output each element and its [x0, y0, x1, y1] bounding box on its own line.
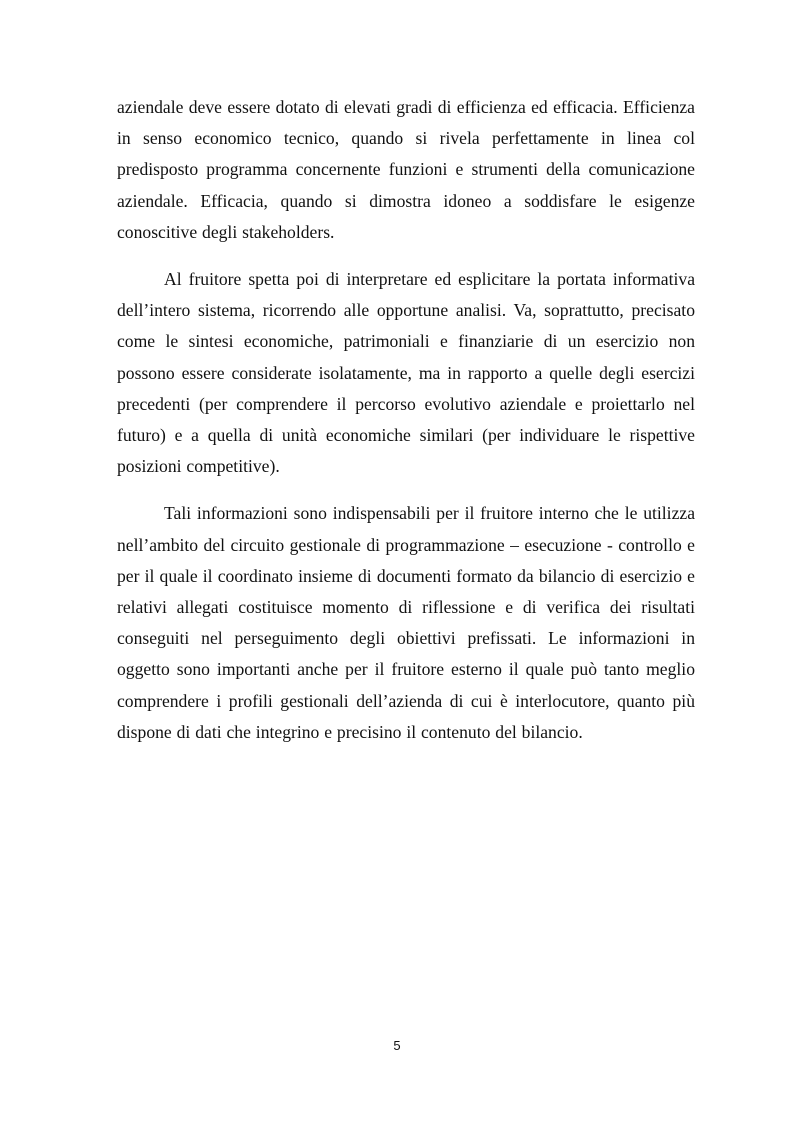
paragraph-user-interpretation: Al fruitore spetta poi di interpretare ed esplicitare la portata informativa dell’intero sistema, ricorrendo alle opportune analisi. Va, soprattutto, precisato come le sintesi economiche, patrimoniali e finanziarie di un esercizio non possono essere considerate isolatamente, ma in rapporto a quelle degli esercizi precedenti (per comprendere il percorso evolutivo aziendale e proiettarlo nel futuro) e a quella di unità economiche similari (per individuare le rispettive posizioni competitive).: [117, 269, 695, 477]
paragraph-efficiency: aziendale deve essere dotato di elevati gradi di efficienza ed efficacia. Efficienza in senso economico tecnico, quando si rivela perfettamente in linea col predisposto programma concernente funzioni e strumenti della comunicazione aziendale. Efficacia, quando si dimostra idoneo a soddisfare le esigenze conoscitive degli stakeholders.: [117, 97, 695, 242]
paragraph-internal-external-users: Tali informazioni sono indispensabili per il fruitore interno che le utilizza nell’ambito del circuito gestionale di programmazione – esecuzione - controllo e per il quale il coordinato insieme di documenti formato da bilancio di esercizio e relativi allegati costituisce momento di riflessione e di verifica dei risultati conseguiti nel perseguimento degli obiettivi prefissati. Le informazioni in oggetto sono importanti anche per il fruitore esterno il quale può tanto meglio comprendere i profili gestionali dell’azienda di cui è interlocutore, quanto più dispone di dati che integrino e precisino il contenuto del bilancio.: [117, 503, 695, 742]
body-text: [117, 92, 695, 748]
page-number: 5: [393, 1038, 401, 1053]
